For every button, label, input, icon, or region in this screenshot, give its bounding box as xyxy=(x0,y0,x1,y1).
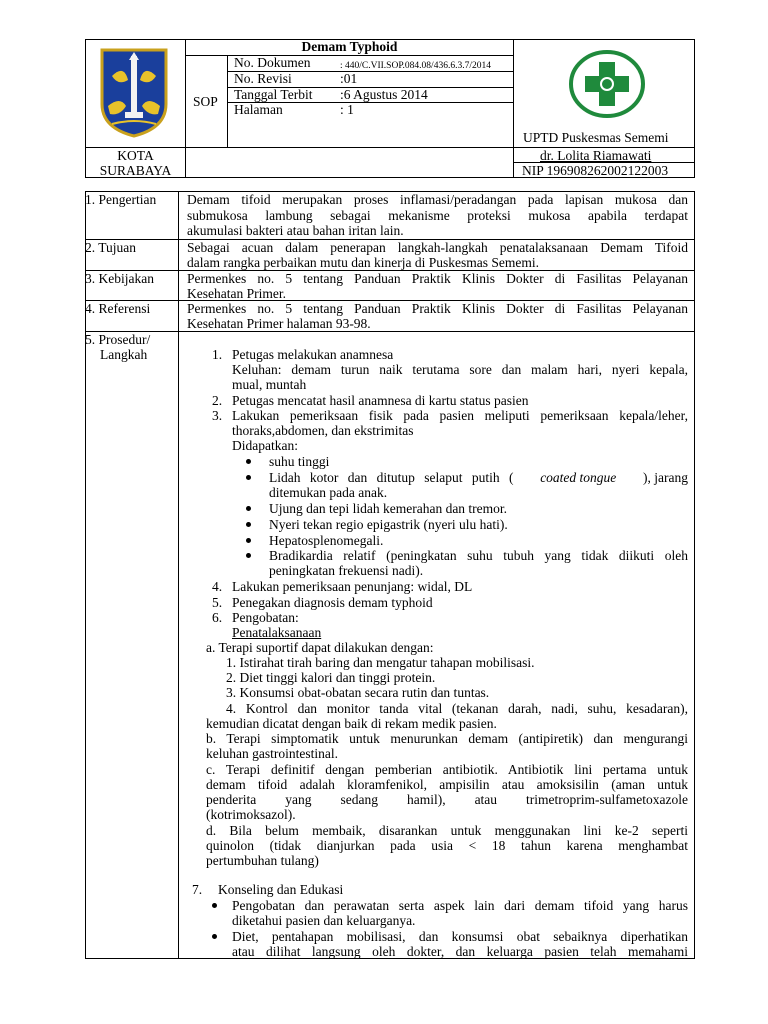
doc-number-value: : 440/C.VII.SOP.084.08/436.6.3.7/2014 xyxy=(340,61,491,71)
page-label: Halaman xyxy=(234,102,283,117)
penatalaksanaan-heading: Penatalaksanaan xyxy=(232,625,322,640)
section-label-kebijakan: 3. Kebijakan xyxy=(85,271,154,286)
signer-name: dr. Lolita Riamawati xyxy=(540,148,652,163)
counseling-item: Pengobatan dan perawatan serta aspek lain dari demam tifoid yang harus xyxy=(232,898,688,913)
procedure-step: Penegakan diagnosis demam typhoid xyxy=(232,595,433,610)
finding-text: Lidah kotor dan ditutup selaput putih ( xyxy=(269,470,514,485)
finding-item: peningkatan frekuensi nadi). xyxy=(269,563,424,578)
therapy-subitem: 3. Konsumsi obat-obatan secara rutin dan tuntas. xyxy=(226,685,490,700)
kebijakan-line2: Kesehatan Primer. xyxy=(187,286,286,301)
step-number: 7. xyxy=(192,882,203,897)
step-number: 6. xyxy=(212,610,223,625)
tujuan-line2: dalam rangka perbaikan mutu dan kinerja di Puskesmas Sememi. xyxy=(187,255,540,270)
counseling-item: Diet, pentahapan mobilisasi, dan konsumsi obat sebaiknya diperhatikan xyxy=(232,929,688,944)
step-number: 5. xyxy=(212,595,223,610)
bullet-icon xyxy=(246,506,251,511)
step-number: 1. xyxy=(212,347,223,362)
procedure-step: Petugas mencatat hasil anamnesa di kartu status pasien xyxy=(232,393,529,408)
bullet-icon xyxy=(246,538,251,543)
bullet-icon xyxy=(246,459,251,464)
org-name: UPTD Puskesmas Sememi xyxy=(523,130,669,145)
section-label-prosedur: 5. Prosedur/ xyxy=(85,332,151,347)
pengertian-line1: Demam tifoid merupakan proses inflamasi/peradangan pada lapisan mukosa dan xyxy=(187,192,688,207)
city-line2: SURABAYA xyxy=(99,163,172,178)
finding-text: ), jarang xyxy=(643,470,688,485)
procedure-text: Didapatkan: xyxy=(232,438,298,453)
puskesmas-cross-logo xyxy=(567,48,647,120)
sop-label: SOP xyxy=(193,94,218,109)
kebijakan-line1: Permenkes no. 5 tentang Panduan Praktik Klinis Dokter di Fasilitas Pelayanan xyxy=(187,271,688,286)
procedure-text: thoraks,abdomen, dan ekstrimitas xyxy=(232,423,414,438)
revision-label: No. Revisi xyxy=(234,71,292,86)
pengertian-line3: akumulasi bakteri atau bahan iritan lain. xyxy=(187,223,404,238)
section-label-tujuan: 2. Tujuan xyxy=(85,240,137,255)
procedure-text: Keluhan: demam turun naik terutama sore dan malam hari, nyeri kepala, xyxy=(232,362,688,377)
procedure-step: Pengobatan: xyxy=(232,610,299,625)
procedure-step: Petugas melakukan anamnesa xyxy=(232,347,394,362)
therapy-item: b. Terapi simptomatik untuk menurunkan demam (antipiretik) dan mengurangi xyxy=(206,731,688,746)
finding-item: ditemukan pada anak. xyxy=(269,485,388,500)
bullet-icon xyxy=(212,903,217,908)
section-label-langkah: Langkah xyxy=(100,347,148,362)
bullet-icon xyxy=(212,934,217,939)
finding-item: Nyeri tekan regio epigastrik (nyeri ulu hati). xyxy=(269,517,508,532)
finding-item: Ujung dan tepi lidah kemerahan dan tremor. xyxy=(269,501,508,516)
therapy-item: keluhan gastrointestinal. xyxy=(206,746,338,761)
step-number: 4. xyxy=(212,579,223,594)
step-number: 2. xyxy=(212,393,223,408)
bullet-icon xyxy=(246,553,251,558)
therapy-item: (kotrimoksazol). xyxy=(206,807,296,822)
finding-text-italic: coated tongue xyxy=(540,470,617,485)
tujuan-line1: Sebagai acuan dalam penerapan langkah-langkah penatalaksanaan Demam Tifoid xyxy=(187,240,688,255)
therapy-item: demam tifoid adalah kloramfenikol, ampisilin atau amoksisilin (aman untuk xyxy=(206,777,688,792)
step-number: 3. xyxy=(212,408,223,423)
therapy-item: a. Terapi suportif dapat dilakukan dengan: xyxy=(206,640,434,655)
procedure-step: Lakukan pemeriksaan fisik pada pasien meliputi pemeriksaan kepala/leher, xyxy=(232,408,688,423)
referensi-line2: Kesehatan Primer halaman 93-98. xyxy=(187,316,371,331)
therapy-item: penderita yang sedang hamil), atau trimetroprim-sulfametoxazole xyxy=(206,792,688,807)
section-label-referensi: 4. Referensi xyxy=(85,301,151,316)
therapy-item: d. Bila belum membaik, disarankan untuk menggunakan lini ke-2 seperti xyxy=(206,823,688,838)
finding-item: suhu tinggi xyxy=(269,454,330,469)
procedure-step: Lakukan pemeriksaan penunjang: widal, DL xyxy=(232,579,473,594)
counseling-item: atau dilihat langsung oleh dokter, dan keluarga pasien telah memahami xyxy=(232,944,688,958)
document-title: Demam Typhoid xyxy=(301,39,398,54)
finding-item xyxy=(269,470,688,486)
therapy-item: quinolon (tidak dianjurkan pada usia < 18 tahun karena menghambat xyxy=(206,838,688,853)
therapy-subitem: kemudian dicatat dengan baik di rekam medik pasien. xyxy=(206,716,497,731)
section-label-pengertian: 1. Pengertian xyxy=(85,192,157,207)
page-value: : 1 xyxy=(340,102,354,117)
therapy-item: c. Terapi definitif dengan pemberian antibiotik. Antibiotik lini pertama untuk xyxy=(206,762,688,777)
counseling-item: diketahui pasien dan keluarganya. xyxy=(232,913,416,928)
bullet-icon xyxy=(246,522,251,527)
therapy-subitem: 4. Kontrol dan monitor tanda vital (tekanan darah, nadi, suhu, kesadaran), xyxy=(226,701,688,716)
procedure-step: Konseling dan Edukasi xyxy=(218,882,344,897)
issue-date-label: Tanggal Terbit xyxy=(234,87,313,102)
doc-number-label: No. Dokumen xyxy=(234,55,311,70)
signer-nip: NIP 196908262002122003 xyxy=(522,163,669,178)
pengertian-line2: submukosa lambung sebagai mekanisme proteksi mukosa apabila terdapat xyxy=(187,208,688,223)
finding-item: Hepatosplenomegali. xyxy=(269,533,384,548)
finding-item: Bradikardia relatif (peningkatan suhu tubuh yang tidak diikuti oleh xyxy=(269,548,688,563)
therapy-subitem: 1. Istirahat tirah baring dan mengatur tahapan mobilisasi. xyxy=(226,655,535,670)
therapy-subitem: 2. Diet tinggi kalori dan tinggi protein. xyxy=(226,670,436,685)
bullet-icon xyxy=(246,475,251,480)
surabaya-emblem-logo xyxy=(98,46,170,138)
city-line1: KOTA xyxy=(117,148,154,163)
procedure-text: mual, muntah xyxy=(232,377,307,392)
issue-date-value: :6 Agustus 2014 xyxy=(340,87,428,102)
revision-value: :01 xyxy=(340,71,358,86)
referensi-line1: Permenkes no. 5 tentang Panduan Praktik Klinis Dokter di Fasilitas Pelayanan xyxy=(187,301,688,316)
therapy-item: pertumbuhan tulang) xyxy=(206,853,319,868)
